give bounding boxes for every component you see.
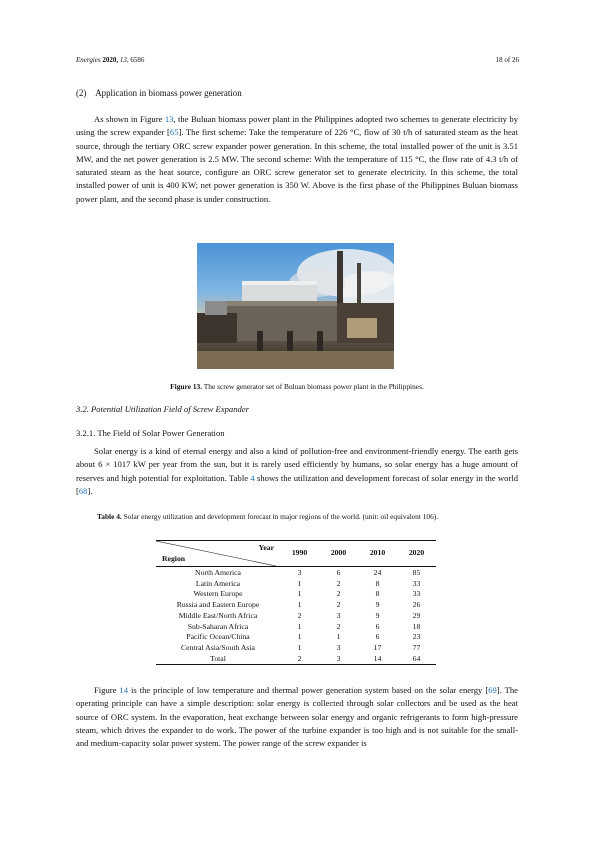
table-row [156, 632, 436, 643]
value-cell: 18 [412, 621, 421, 631]
table-row [156, 589, 436, 600]
table-link[interactable]: 4 [250, 472, 255, 483]
text-run: , the Buluan biomass power plant in the Philippines adopted two schemes to generate electricity by using the screw expander [ [76, 114, 518, 138]
value-cell: 3 [336, 610, 341, 620]
value-cell: 17 [373, 642, 382, 652]
plant-illustration [197, 243, 394, 369]
text-run: As shown in Figure [94, 114, 165, 124]
table-row [156, 622, 436, 633]
figure-link[interactable]: 14 [119, 685, 129, 695]
value-cell: 33 [412, 578, 421, 588]
figure-label: Figure 13. [170, 382, 203, 391]
paragraph-solar-energy [76, 445, 518, 498]
running-header [76, 56, 519, 68]
value-cell: 2 [336, 578, 341, 588]
solar-energy-table [156, 540, 436, 665]
value-cell: 1 [297, 621, 302, 631]
region-cell: Central Asia/South Asia [181, 642, 255, 652]
value-cell: 6 [375, 632, 380, 642]
value-cell: 24 [373, 568, 382, 577]
value-cell: 1 [297, 600, 302, 610]
section-heading-3-2: 3.2. Potential Utilization Field of Screw Expander [76, 404, 249, 414]
value-cell: 33 [412, 589, 421, 599]
table-row [156, 643, 436, 654]
text-run: shows the utilization and development forecast of solar energy in the world [ [76, 472, 518, 496]
region-cell: Western Europe [193, 589, 243, 599]
year-2000-header: 2000 [319, 541, 358, 567]
region-cell: Russia and Eastern Europe [176, 600, 260, 610]
paragraph-figure-14 [76, 684, 518, 750]
paragraph-buluan [76, 113, 518, 206]
value-cell: 3 [336, 642, 341, 652]
article-number: 6586 [130, 56, 145, 64]
journal-year: 2020, [102, 56, 119, 64]
figure-caption-text: The screw generator set of Buluan biomass power plant in the Philippines. [202, 382, 424, 391]
region-cell: Sub-Saharan Africa [187, 621, 249, 631]
region-cell: Pacific Ocean/China [186, 632, 250, 642]
figure-link[interactable]: 13 [164, 114, 174, 124]
text-run: ]. [87, 485, 93, 496]
value-cell: 1 [336, 632, 341, 642]
value-cell: 14 [373, 653, 382, 663]
value-cell: 1 [297, 632, 302, 642]
value-cell: 2 [297, 610, 302, 620]
citation-link[interactable]: 65 [169, 127, 179, 138]
table-row [156, 654, 436, 665]
text-run: ]. The operating principle can have a simple description: solar energy is collected through solar collectors and be used as the heat source of ORC system. In the evaporation, heat exchange between solar energy and organic refrigerants to form high-pressure steam, which drives the expander to do work. The power of the turbine expander is too high and is not suitable for the small- and medium-capacity solar power system. The power range of the screw expander is [76, 685, 518, 749]
table-4-caption [97, 511, 495, 522]
year-2020-header: 2020 [397, 541, 436, 567]
value-cell: 2 [336, 589, 341, 599]
value-cell: 2 [297, 653, 302, 663]
value-cell: 85 [412, 568, 421, 577]
page-number: 18 of 26 [495, 56, 519, 64]
value-cell: 6 [336, 568, 341, 577]
region-cell: Total [210, 653, 226, 663]
value-cell: 9 [375, 610, 380, 620]
region-cell: Middle East/North Africa [178, 610, 258, 620]
value-cell: 23 [412, 632, 421, 642]
value-cell: 6 [375, 621, 380, 631]
region-cell: Latin America [195, 578, 241, 588]
table-header-row [156, 541, 436, 567]
value-cell: 77 [412, 642, 421, 652]
value-cell: 3 [297, 568, 302, 577]
region-cell: North America [195, 568, 241, 577]
text-run: Solar energy is a kind of eternal energy and also a kind of pollution-free and environment-friendly energy. The earth gets about 6 × 1017 kW per year from the sun, but it is rarely used efficiently by humans, so solar energy has a huge amount of reserves and high potential for exploitation. Table [76, 446, 518, 483]
value-cell: 8 [375, 589, 380, 599]
value-cell: 29 [412, 610, 421, 620]
section-heading-3-2-1: 3.2.1. The Field of Solar Power Generation [76, 428, 225, 438]
table-row [156, 567, 436, 579]
value-cell: 8 [375, 578, 380, 588]
value-cell: 1 [297, 578, 302, 588]
text-run: ]. The first scheme: Take the temperature of 226 °C, flow of 30 t/h of saturated steam as the heat source, through the tertiary ORC screw expander power generation. In this scheme, the total installed power of the unit is 3.51 MW, and the net power generation is 2.5 MW. The second scheme: With the temperature of 115 °C, the flow rate of 4.3 t/h of saturated steam as the heat source, configure an ORC screw generator set to generate electricity. In this scheme, the total installed power of unit is 400 KW; net power generation is 350 W. Above is the first phase of the Philippines Buluan biomass power plant, and the second phase is under construction. [76, 127, 518, 204]
journal-citation [76, 56, 144, 64]
journal-volume: 13, [119, 56, 129, 64]
table-label: Table 4. [97, 512, 122, 521]
figure-13-caption [76, 382, 518, 391]
value-cell: 26 [412, 600, 421, 610]
value-cell: 2 [336, 600, 341, 610]
value-cell: 3 [336, 653, 341, 663]
value-cell: 1 [297, 642, 302, 652]
table-row [156, 600, 436, 611]
text-run: Figure [94, 685, 120, 695]
value-cell: 64 [412, 653, 421, 663]
value-cell: 9 [375, 600, 380, 610]
power-plant-photo [197, 243, 394, 369]
table-row [156, 611, 436, 622]
text-run: is the principle of low temperature and thermal power generation system based on the solar energy [ [128, 685, 489, 695]
value-cell: 1 [297, 589, 302, 599]
citation-link[interactable]: 69 [488, 685, 497, 695]
journal-name: Energies [76, 56, 101, 64]
list-heading-biomass: (2) Application in biomass power generation [76, 88, 242, 98]
year-1990-header: 1990 [280, 541, 319, 567]
year-2010-header: 2010 [358, 541, 397, 567]
year-header: Year [258, 543, 274, 552]
value-cell: 2 [336, 621, 341, 631]
region-header: Region [162, 554, 186, 564]
citation-link[interactable]: 68 [78, 485, 88, 496]
table-caption-text: Solar energy utilization and development forecast in major regions of the world. (unit: oil equivalent 106). [121, 512, 439, 521]
table-row [156, 579, 436, 590]
diagonal-header-cell [156, 541, 280, 567]
